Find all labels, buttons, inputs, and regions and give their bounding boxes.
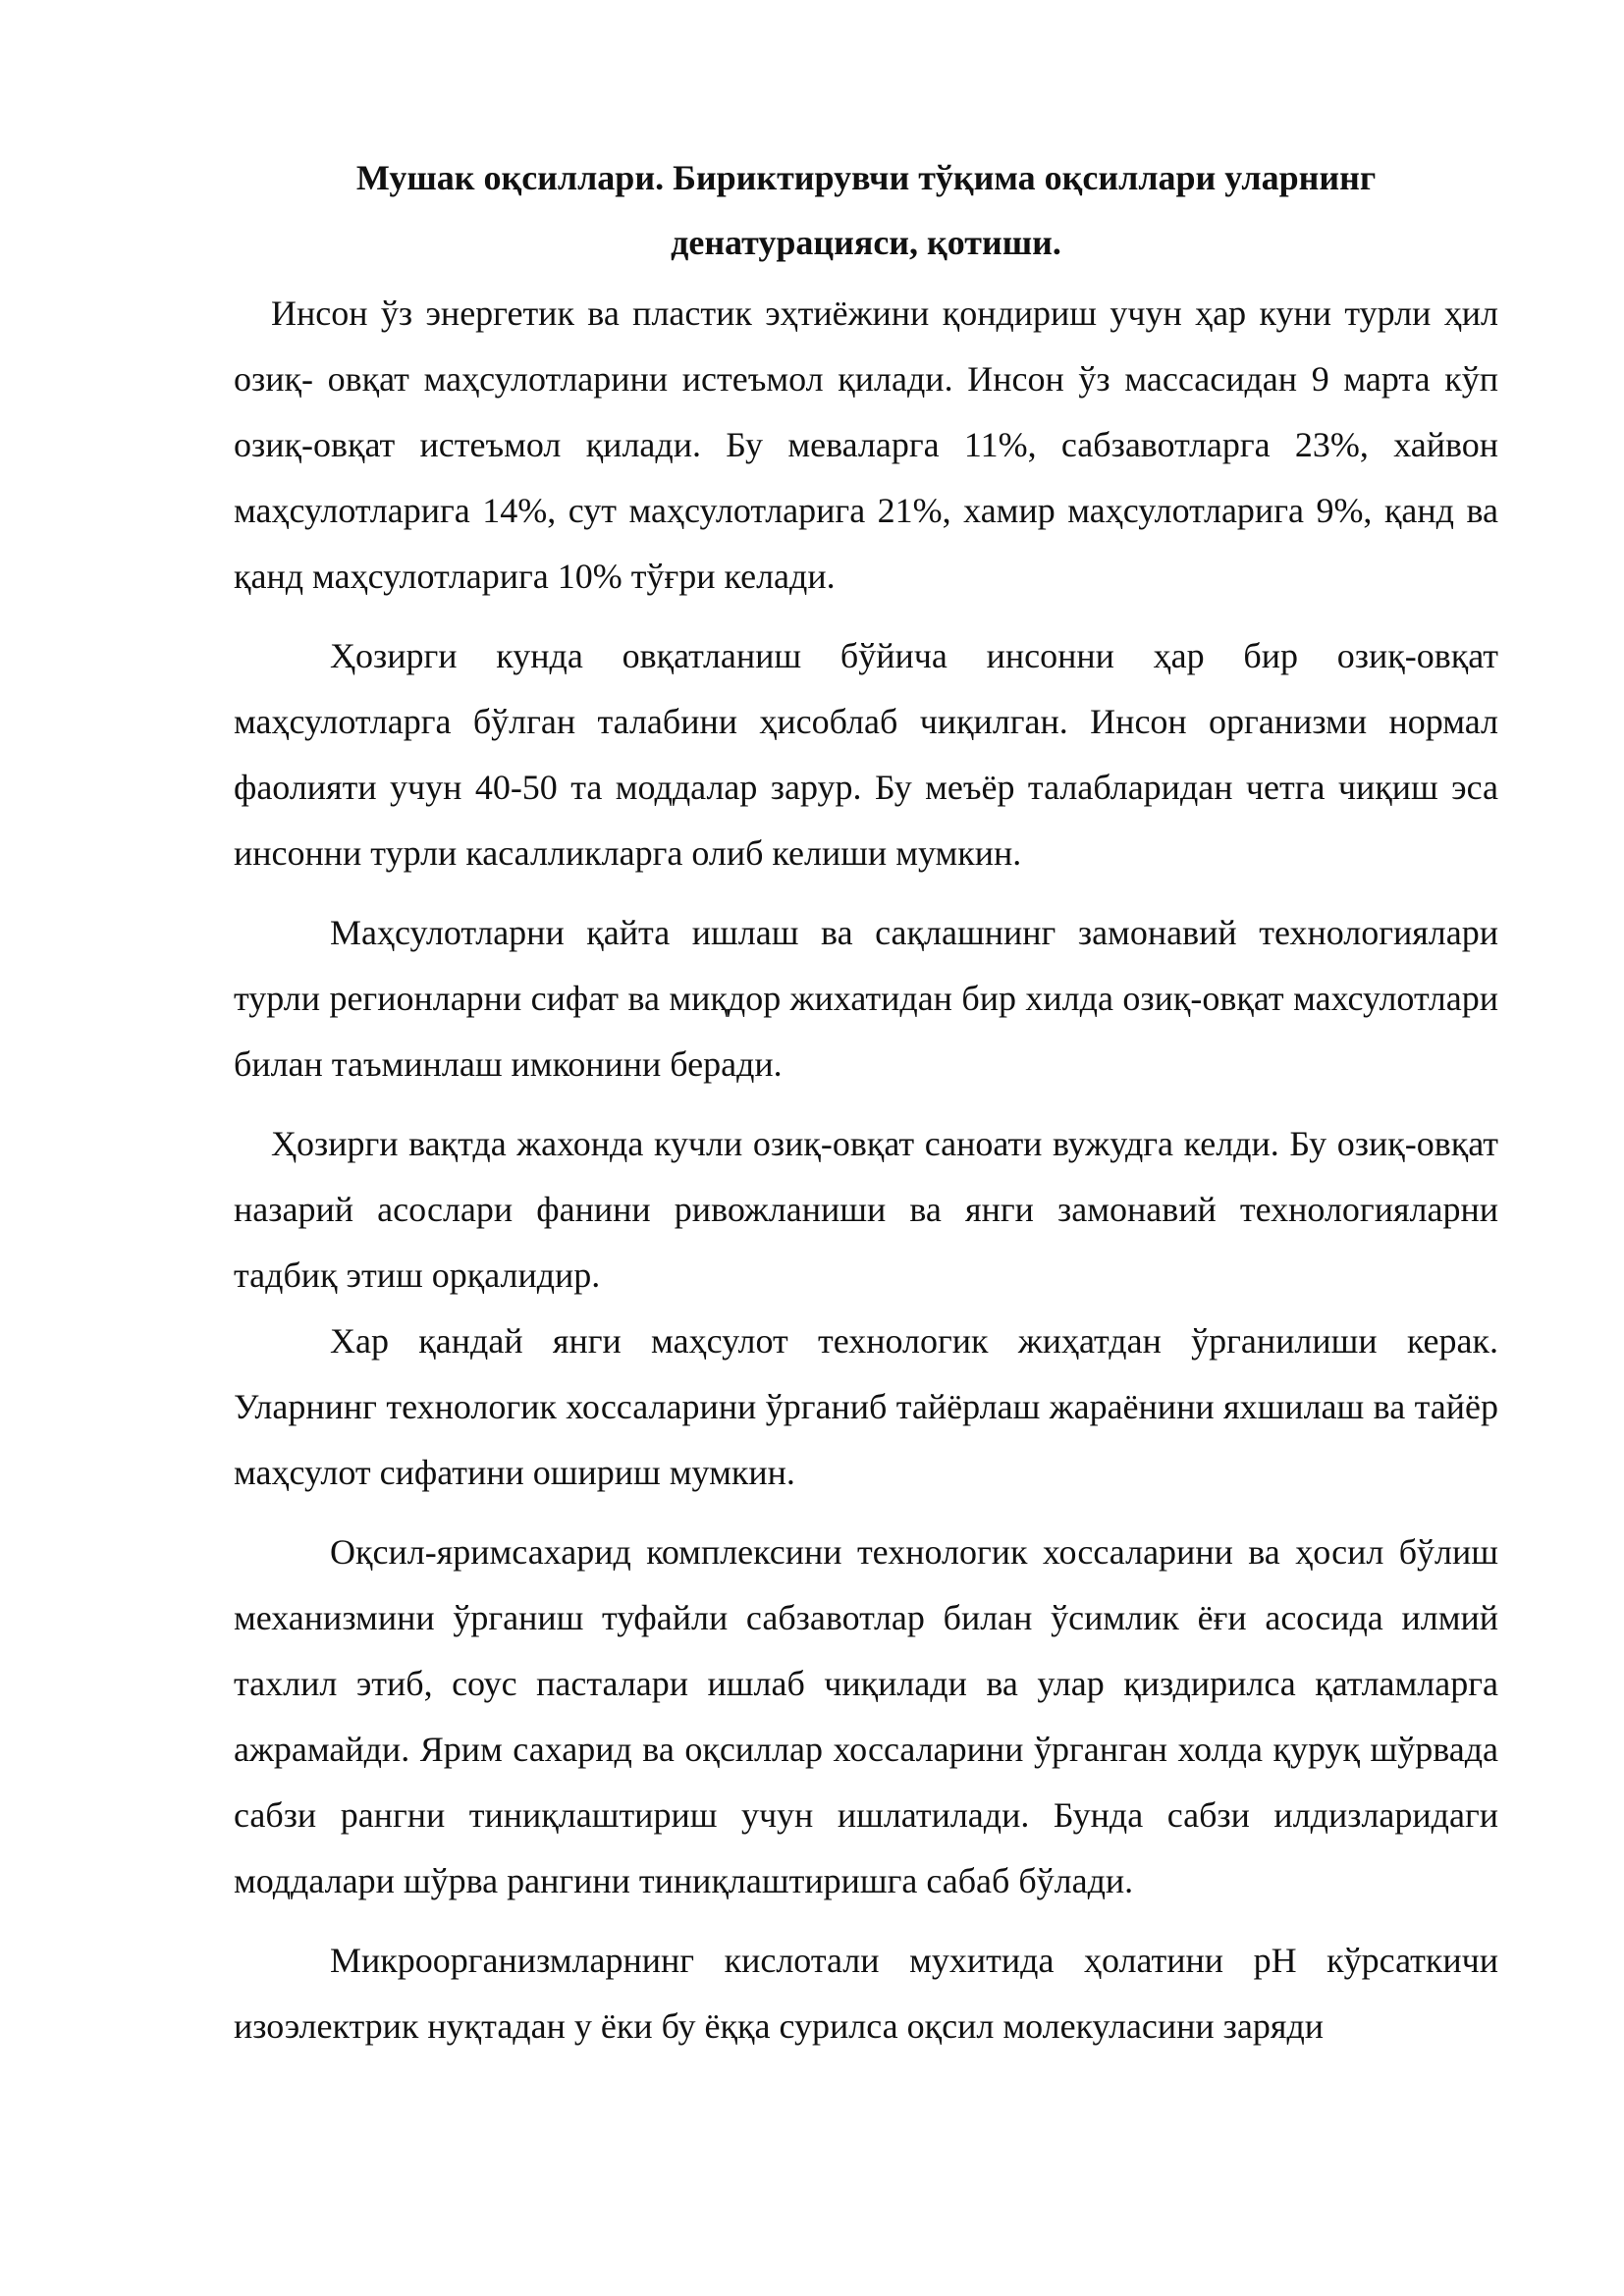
document-title	[234, 145, 1498, 275]
title-line-2: денатурацияси, қотиши.	[671, 223, 1061, 262]
paragraph-4: Ҳозирги вақтда жахонда кучли озиқ-овқат саноати вужудга келди. Бу озиқ-овқат назарий асослари фанини ривожланиши ва янги замонавий технологияларни тадбиқ этиш орқалидир.	[234, 1124, 1498, 1295]
title-line-1: Мушак оқсиллари. Бириктирувчи тўқима оқсиллари уларнинг	[355, 158, 1377, 197]
paragraph-6: Оқсил-яримсахарид комплексини технологик хоссаларини ва ҳосил бўлиш механизмини ўрганиш туфайли сабзавотлар билан ўсимлик ёғи асосида илмий тахлил этиб, соус пасталари ишлаб чиқилади ва улар қиздирилса қатламларга ажрамайди. Ярим сахарид ва оқсиллар хоссаларини ўрганган холда қуруқ шўрвада сабзи рангни тиниқлаштириш учун ишлатилади. Бунда сабзи илдизларидаги моддалари шўрва рангини тиниқлаштиришга сабаб бўлади.	[234, 1532, 1498, 1900]
paragraph-2: Ҳозирги кунда овқатланиш бўйича инсонни ҳар бир озиқ-овқат маҳсулотларга бўлган талабини ҳисоблаб чиқилган. Инсон организми нормал фаолияти учун 40-50 та моддалар зарур. Бу меъёр талабларидан четга чиқиш эса инсонни турли касалликларга олиб келиши мумкин.	[234, 636, 1498, 873]
document-page	[234, 145, 1498, 2059]
paragraph-5: Хар қандай янги маҳсулот технологик жиҳатдан ўрганилиши керак. Уларнинг технологик хоссаларини ўрганиб тайёрлаш жараёнини яхшилаш ва тайёр маҳсулот сифатини ошириш мумкин.	[234, 1321, 1498, 1492]
paragraph-1: Инсон ўз энергетик ва пластик эҳтиёжини қондириш учун ҳар куни турли ҳил озиқ- овқат маҳсулотларини истеъмол қилади. Инсон ўз массасидан 9 марта кўп озиқ-овқат истеъмол қилади. Бу меваларга 11%, сабзавотларга 23%, хайвон маҳсулотларига 14%, сут маҳсулотларига 21%, хамир маҳсулотларига 9%, қанд ва қанд маҳсулотларига 10% тўғри келади.	[234, 294, 1498, 596]
paragraph-3: Маҳсулотларни қайта ишлаш ва сақлашнинг замонавий технологиялари турли регионларни сифат ва миқдор жихатидан бир хилда озиқ-овқат махсулотлари билан таъминлаш имконини беради.	[234, 913, 1498, 1084]
paragraph-7: Микроорганизмларнинг кислотали мухитида ҳолатини pH кўрсаткичи изоэлектрик нуқтадан у ёки бу ёққа сурилса оқсил молекуласини заряди	[234, 1941, 1498, 2046]
